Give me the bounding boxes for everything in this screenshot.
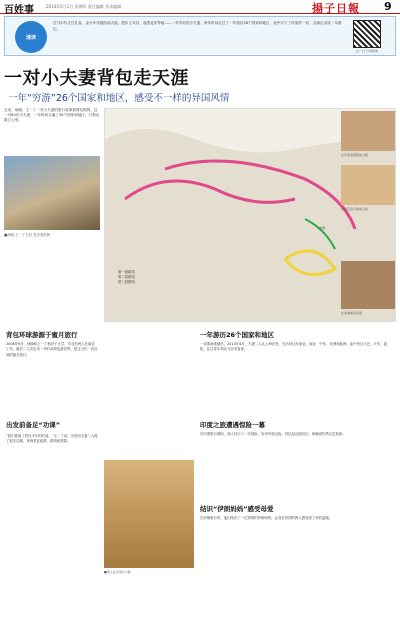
page-number: 9 [384, 0, 392, 13]
desert-photo [104, 460, 194, 568]
lead-text: 在马尔代夫红孔雀、金火车穿越西部大陆，漫步土耳其、浪漫北非等地——一对年轻的小夫妻，两年时间走过了一年游历26个国家和地区，途中写下了所见的一切，点滴记录成一本游记。 [53, 21, 342, 31]
couple-photo [4, 156, 100, 230]
map-thumb-caption-1: 在印度泰姬陵前合影 [341, 153, 369, 157]
map-thumb-2 [341, 165, 395, 205]
newspaper-logo: 揚子日報 [312, 2, 360, 15]
section-heading-3: 出发前备足“功课” [6, 421, 61, 429]
travel-route-map [104, 108, 396, 322]
qr-caption: 扫一扫 分享新闻 [356, 49, 378, 53]
section-name: 百姓事 [4, 5, 34, 16]
china-label: 中国 [319, 226, 326, 230]
map-thumb-caption-3: 在柬埔寨吴哥窟 [341, 311, 363, 315]
section-text-1: 2008年9月，徐晓和王一丁相识于大学，毕业后两人在南京工作。婚后二人决定用一年时间背包游世界，把这当作一次迟到的蜜月旅行。 [6, 342, 98, 357]
section-text-2: 一切准备就绪后，2013年4月，夫妻二人从上海出发，先后到达东南亚、南亚、中东、非洲和欧洲，途中坐过大巴、火车、渡轮，住过青年旅社与沙发客家。 [200, 342, 388, 352]
legend-item-2: 第二段路线 [118, 275, 135, 279]
section-text-5: 在伊朗旅行时，他们结识了一位热情的伊朗妈妈，让身在异国的两人感受到了家的温暖。 [200, 516, 333, 520]
qr-code-icon[interactable] [353, 20, 381, 48]
map-thumb-1 [341, 111, 395, 151]
map-thumb-3 [341, 261, 395, 309]
page-header [0, 0, 400, 14]
desert-photo-caption: ■两人在沙漠中合影 [104, 570, 131, 574]
quick-read-badge: 速读 [15, 21, 47, 53]
issue-meta: 2014年5月1日 星期四 责任编辑 美术编辑 [46, 4, 122, 9]
section-heading-1: 背包环球游源于蜜月旅行 [6, 331, 78, 339]
legend-item-3: 第三段路线 [118, 280, 135, 284]
map-legend [118, 270, 135, 285]
page-subtitle: 一年“穷游”26个国家和地区，感受不一样的异国风情 [8, 93, 230, 104]
section-text-3: “我们准备了将近半年的时间。”王一丁说，出发前夫妻二人做了很多功课，查询签证政策、路线和预算。 [6, 434, 98, 444]
section-heading-5: 结识“伊朗妈妈”感受母爱 [200, 505, 274, 513]
legend-item-1: 第一段路线 [118, 270, 135, 274]
page-title: 一对小夫妻背包走天涯 [4, 68, 189, 89]
section-heading-4: 印度之旅遭遇惊险一幕 [200, 421, 265, 429]
intro-text: 近来，徐晓、王一丁一对小夫妻的旅行故事被网友刷屏。这一对80后小夫妻，一年时间走遍了26个国家和地区，行程达数万公里。 [4, 108, 100, 123]
section-text-4: 在印度旅行期间，两人经历了一次惊险，所幸有惊无险。回忆起这段经历，徐晓说仍然记忆犹新。 [200, 432, 346, 436]
map-thumb-caption-2: 在埃及金字塔前合影 [341, 207, 369, 211]
section-heading-2: 一年游历26个国家和地区 [200, 331, 275, 339]
photo-caption: ■徐晓 王一丁夫妇 受访者供图 [4, 233, 51, 237]
lead-box [4, 16, 396, 56]
